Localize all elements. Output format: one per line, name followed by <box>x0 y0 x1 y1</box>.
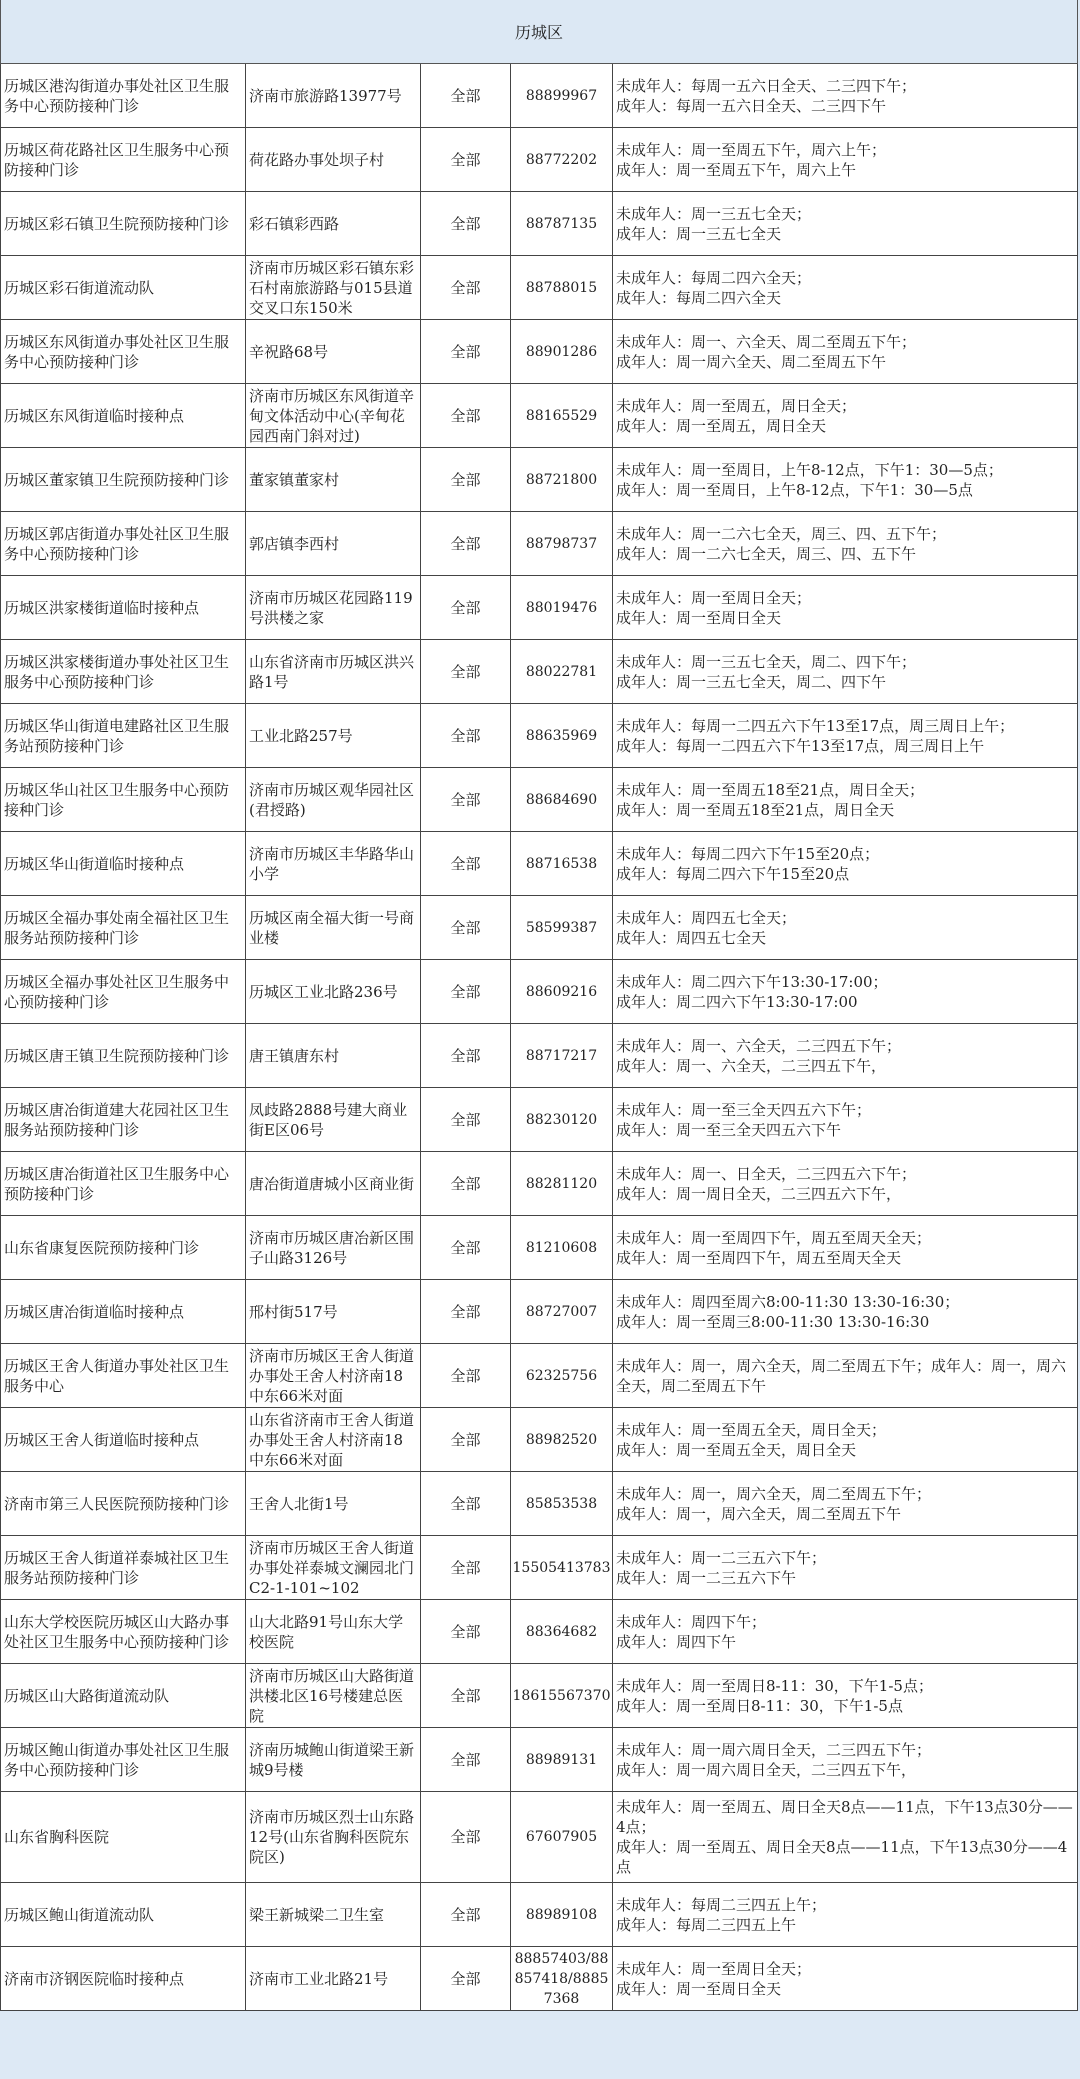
schedule-adult: 成年人：每周一五六日全天、二三四下午 <box>616 96 887 115</box>
phone-cell: 88787135 <box>511 192 613 256</box>
schedule-adult: 成年人：周二四六下午13:30-17:00 <box>616 992 858 1011</box>
vaccine-scope-cell: 全部 <box>421 576 511 640</box>
schedule-adult: 成年人：周一至周四下午，周五至周天全天 <box>616 1248 902 1267</box>
site-name-cell: 历城区山大路街道流动队 <box>1 1664 246 1728</box>
table-row <box>1 128 1078 192</box>
table-row <box>1 1280 1078 1344</box>
schedule-cell <box>613 832 1078 896</box>
schedule-adult: 成年人：周一周六全天、周二至周五下午 <box>616 352 887 371</box>
schedule-minor: 未成年人：周一至周日，上午8-12点，下午1：30—5点； <box>616 460 1003 479</box>
schedule-cell <box>613 896 1078 960</box>
vaccine-scope-cell: 全部 <box>421 1536 511 1600</box>
phone-cell: 88230120 <box>511 1088 613 1152</box>
schedule-cell <box>613 704 1078 768</box>
schedule-minor: 未成年人：周一至周日全天； <box>616 588 812 607</box>
schedule-adult: 成年人：周一至周五全天，周日全天 <box>616 1440 857 1459</box>
phone-cell: 88364682 <box>511 1600 613 1664</box>
address-cell: 邢村街517号 <box>246 1280 421 1344</box>
schedule-minor: 未成年人：周一至周五全天，周日全天； <box>616 1420 887 1439</box>
schedule-minor: 未成年人：周一至周日8-11：30，下午1-5点； <box>616 1676 933 1695</box>
schedule-minor: 未成年人：周一周六周日全天，二三四五下午； <box>616 1740 932 1759</box>
vaccine-scope-cell: 全部 <box>421 1883 511 1947</box>
address-cell: 济南市历城区王舍人街道办事处王舍人村济南18中东66米对面 <box>246 1344 421 1408</box>
schedule-adult: 成年人：每周一二四五六下午13至17点，周三周日上午 <box>616 736 985 755</box>
address-cell: 济南市旅游路13977号 <box>246 64 421 128</box>
site-name-cell: 济南市济钢医院临时接种点 <box>1 1947 246 2011</box>
vaccine-scope-cell: 全部 <box>421 1792 511 1883</box>
table-row <box>1 960 1078 1024</box>
schedule-adult: 成年人：周一三五七全天 <box>616 224 782 243</box>
phone-cell: 88019476 <box>511 576 613 640</box>
vaccine-scope-cell: 全部 <box>421 1664 511 1728</box>
schedule-minor: 未成年人：周一至三全天四五六下午； <box>616 1100 872 1119</box>
schedule-minor: 未成年人：周四至周六8:00-11:30 13:30-16:30； <box>616 1292 960 1311</box>
vaccine-scope-cell: 全部 <box>421 1947 511 2011</box>
vaccine-scope-cell: 全部 <box>421 448 511 512</box>
address-cell: 郭店镇李西村 <box>246 512 421 576</box>
schedule-cell <box>613 1536 1078 1600</box>
address-cell: 梁王新城梁二卫生室 <box>246 1883 421 1947</box>
phone-cell: 88901286 <box>511 320 613 384</box>
vaccine-scope-cell: 全部 <box>421 1088 511 1152</box>
table-row <box>1 832 1078 896</box>
schedule-cell <box>613 768 1078 832</box>
phone-cell: 67607905 <box>511 1792 613 1883</box>
address-cell: 荷花路办事处坝子村 <box>246 128 421 192</box>
schedule-cell <box>613 1088 1078 1152</box>
schedule-cell <box>613 128 1078 192</box>
schedule-adult: 成年人：周一二六七全天，周三、四、五下午 <box>616 544 917 563</box>
site-name-cell: 历城区王舍人街道办事处社区卫生服务中心 <box>1 1344 246 1408</box>
vaccine-scope-cell: 全部 <box>421 1152 511 1216</box>
address-cell: 济南市历城区观华园社区(君授路) <box>246 768 421 832</box>
schedule-minor: 未成年人：周一，周六全天，周二至周五下午；成年人：周一，周六全天，周二至周五下午 <box>616 1356 1067 1395</box>
vaccine-scope-cell: 全部 <box>421 1600 511 1664</box>
schedule-cell <box>613 512 1078 576</box>
schedule-adult: 成年人：周一、六全天，二三四五下午， <box>616 1056 887 1075</box>
vaccine-scope-cell: 全部 <box>421 1472 511 1536</box>
schedule-adult: 成年人：周一至周五、周日全天8点——11点，下午13点30分——4点 <box>616 1838 1068 1876</box>
schedule-cell <box>613 960 1078 1024</box>
site-name-cell: 历城区东风街道临时接种点 <box>1 384 246 448</box>
site-name-cell: 历城区唐冶街道临时接种点 <box>1 1280 246 1344</box>
table-row <box>1 640 1078 704</box>
schedule-adult: 成年人：周一三五七全天，周二、四下午 <box>616 672 887 691</box>
schedule-cell <box>613 1472 1078 1536</box>
schedule-minor: 未成年人：周一三五七全天，周二、四下午； <box>616 652 917 671</box>
phone-cell: 88982520 <box>511 1408 613 1472</box>
phone-cell: 88989108 <box>511 1883 613 1947</box>
site-name-cell: 历城区全福办事处社区卫生服务中心预防接种门诊 <box>1 960 246 1024</box>
site-name-cell: 历城区全福办事处南全福社区卫生服务站预防接种门诊 <box>1 896 246 960</box>
address-cell: 山东省济南市王舍人街道办事处王舍人村济南18中东66米对面 <box>246 1408 421 1472</box>
schedule-minor: 未成年人：周一至周日全天； <box>616 1959 812 1978</box>
schedule-minor: 未成年人：每周一二四五六下午13至17点，周三周日上午； <box>616 716 1015 735</box>
site-name-cell: 历城区唐冶街道建大花园社区卫生服务站预防接种门诊 <box>1 1088 246 1152</box>
schedule-adult: 成年人：周一至周五下午，周六上午 <box>616 160 857 179</box>
schedule-minor: 未成年人：周四下午； <box>616 1612 767 1631</box>
vaccine-scope-cell: 全部 <box>421 384 511 448</box>
schedule-cell <box>613 1408 1078 1472</box>
schedule-cell <box>613 1344 1078 1408</box>
site-name-cell: 历城区华山街道电建路社区卫生服务站预防接种门诊 <box>1 704 246 768</box>
vaccine-scope-cell: 全部 <box>421 128 511 192</box>
schedule-minor: 未成年人：周一、日全天，二三四五六下午； <box>616 1164 917 1183</box>
schedule-adult: 成年人：周一周日全天，二三四五六下午， <box>616 1184 902 1203</box>
schedule-minor: 未成年人：周一至周五，周日全天； <box>616 396 857 415</box>
vaccine-scope-cell: 全部 <box>421 192 511 256</box>
site-name-cell: 历城区东风街道办事处社区卫生服务中心预防接种门诊 <box>1 320 246 384</box>
table-row <box>1 1024 1078 1088</box>
schedule-minor: 未成年人：周一、六全天、周二至周五下午； <box>616 332 917 351</box>
site-name-cell: 历城区华山街道临时接种点 <box>1 832 246 896</box>
address-cell: 济南市工业北路21号 <box>246 1947 421 2011</box>
address-cell: 济南市历城区东风街道辛甸文体活动中心(辛甸花园西南门斜对过) <box>246 384 421 448</box>
address-cell: 彩石镇彩西路 <box>246 192 421 256</box>
schedule-minor: 未成年人：周二四六下午13:30-17:00； <box>616 972 888 991</box>
site-name-cell: 历城区王舍人街道临时接种点 <box>1 1408 246 1472</box>
vaccine-scope-cell: 全部 <box>421 1408 511 1472</box>
schedule-minor: 未成年人：每周二三四五上午； <box>616 1895 827 1914</box>
site-name-cell: 历城区唐王镇卫生院预防接种门诊 <box>1 1024 246 1088</box>
vaccine-scope-cell: 全部 <box>421 832 511 896</box>
address-cell: 济南市历城区王舍人街道办事处祥泰城文澜园北门C2-1-101~102 <box>246 1536 421 1600</box>
schedule-minor: 未成年人：周一至周五18至21点，周日全天； <box>616 780 925 799</box>
address-cell: 历城区工业北路236号 <box>246 960 421 1024</box>
site-name-cell: 历城区郭店街道办事处社区卫生服务中心预防接种门诊 <box>1 512 246 576</box>
schedule-minor: 未成年人：周一，周六全天，周二至周五下午； <box>616 1484 932 1503</box>
schedule-cell <box>613 1792 1078 1883</box>
schedule-adult: 成年人：周一至周日，上午8-12点，下午1：30—5点 <box>616 480 973 499</box>
address-cell: 济南市历城区山大路街道洪楼北区16号楼建总医院 <box>246 1664 421 1728</box>
vaccine-scope-cell: 全部 <box>421 896 511 960</box>
vaccine-scope-cell: 全部 <box>421 320 511 384</box>
address-cell: 济南市历城区唐冶新区围子山路3126号 <box>246 1216 421 1280</box>
schedule-cell <box>613 1664 1078 1728</box>
table-row <box>1 320 1078 384</box>
schedule-adult: 成年人：周四五七全天 <box>616 928 767 947</box>
table-row <box>1 1216 1078 1280</box>
vaccine-scope-cell: 全部 <box>421 1216 511 1280</box>
phone-cell: 88798737 <box>511 512 613 576</box>
vaccine-scope-cell: 全部 <box>421 1280 511 1344</box>
phone-cell: 81210608 <box>511 1216 613 1280</box>
schedule-cell <box>613 1883 1078 1947</box>
address-cell: 山东省济南市历城区洪兴路1号 <box>246 640 421 704</box>
schedule-adult: 成年人：周一周六周日全天，二三四五下午， <box>616 1760 917 1779</box>
table-row <box>1 384 1078 448</box>
schedule-minor: 未成年人：周一二三五六下午； <box>616 1548 827 1567</box>
district-header: 历城区 <box>1 0 1078 64</box>
schedule-cell <box>613 64 1078 128</box>
phone-cell: 88989131 <box>511 1728 613 1792</box>
vaccine-scope-cell: 全部 <box>421 1344 511 1408</box>
schedule-cell <box>613 576 1078 640</box>
phone-cell: 88857403/88857418/88857368 <box>511 1947 613 2011</box>
schedule-minor: 未成年人：周一三五七全天； <box>616 204 812 223</box>
site-name-cell: 历城区唐冶街道社区卫生服务中心预防接种门诊 <box>1 1152 246 1216</box>
table-row <box>1 256 1078 320</box>
schedule-adult: 成年人：周一至周五，周日全天 <box>616 416 827 435</box>
phone-cell: 88609216 <box>511 960 613 1024</box>
schedule-adult: 成年人：周一至三全天四五六下午 <box>616 1120 842 1139</box>
table-row <box>1 1883 1078 1947</box>
table-row <box>1 1947 1078 2011</box>
schedule-minor: 未成年人：每周一五六日全天、二三四下午； <box>616 76 917 95</box>
schedule-minor: 未成年人：周一至周五、周日全天8点——11点，下午13点30分——4点； <box>616 1798 1073 1836</box>
site-name-cell: 历城区董家镇卫生院预防接种门诊 <box>1 448 246 512</box>
table-row <box>1 896 1078 960</box>
table-body <box>1 64 1078 2011</box>
site-name-cell: 山东大学校医院历城区山大路办事处社区卫生服务中心预防接种门诊 <box>1 1600 246 1664</box>
schedule-adult: 成年人：每周二四六全天 <box>616 288 782 307</box>
phone-cell: 88684690 <box>511 768 613 832</box>
schedule-cell <box>613 320 1078 384</box>
table-row <box>1 1344 1078 1408</box>
schedule-cell <box>613 192 1078 256</box>
table-row <box>1 192 1078 256</box>
schedule-minor: 未成年人：每周二四六全天； <box>616 268 812 287</box>
schedule-cell <box>613 1216 1078 1280</box>
schedule-adult: 成年人：每周二四六下午15至20点 <box>616 864 850 883</box>
table-row <box>1 448 1078 512</box>
address-cell: 王舍人北街1号 <box>246 1472 421 1536</box>
site-name-cell: 山东省胸科医院 <box>1 1792 246 1883</box>
site-name-cell: 历城区彩石街道流动队 <box>1 256 246 320</box>
table-row <box>1 704 1078 768</box>
address-cell: 济南市历城区丰华路华山小学 <box>246 832 421 896</box>
schedule-minor: 未成年人：每周二四六下午15至20点； <box>616 844 880 863</box>
phone-cell: 88716538 <box>511 832 613 896</box>
table-row <box>1 768 1078 832</box>
address-cell: 历城区南全福大街一号商业楼 <box>246 896 421 960</box>
site-name-cell: 历城区王舍人街道祥泰城社区卫生服务站预防接种门诊 <box>1 1536 246 1600</box>
schedule-adult: 成年人：周一至周日全天 <box>616 608 782 627</box>
phone-cell: 85853538 <box>511 1472 613 1536</box>
address-cell: 济南市历城区烈士山东路12号(山东省胸科医院东院区) <box>246 1792 421 1883</box>
table-row <box>1 1088 1078 1152</box>
phone-cell: 15505413783 <box>511 1536 613 1600</box>
table-row <box>1 1472 1078 1536</box>
phone-cell: 88022781 <box>511 640 613 704</box>
schedule-cell <box>613 384 1078 448</box>
schedule-cell <box>613 1600 1078 1664</box>
table-row <box>1 1600 1078 1664</box>
address-cell: 董家镇董家村 <box>246 448 421 512</box>
schedule-cell <box>613 256 1078 320</box>
site-name-cell: 济南市第三人民医院预防接种门诊 <box>1 1472 246 1536</box>
schedule-cell <box>613 640 1078 704</box>
address-cell: 济南历城鲍山街道梁王新城9号楼 <box>246 1728 421 1792</box>
phone-cell: 88772202 <box>511 128 613 192</box>
address-cell: 济南市历城区花园路119号洪楼之家 <box>246 576 421 640</box>
schedule-cell <box>613 1728 1078 1792</box>
phone-cell: 88717217 <box>511 1024 613 1088</box>
schedule-cell <box>613 1024 1078 1088</box>
schedule-adult: 成年人：周一至周三8:00-11:30 13:30-16:30 <box>616 1312 930 1331</box>
phone-cell: 18615567370 <box>511 1664 613 1728</box>
site-name-cell: 历城区华山社区卫生服务中心预防接种门诊 <box>1 768 246 832</box>
address-cell: 唐王镇唐东村 <box>246 1024 421 1088</box>
table-row <box>1 1536 1078 1600</box>
schedule-minor: 未成年人：周一二六七全天，周三、四、五下午； <box>616 524 947 543</box>
site-name-cell: 历城区洪家楼街道办事处社区卫生服务中心预防接种门诊 <box>1 640 246 704</box>
vaccine-scope-cell: 全部 <box>421 256 511 320</box>
phone-cell: 88727007 <box>511 1280 613 1344</box>
schedule-cell <box>613 448 1078 512</box>
site-name-cell: 历城区港沟街道办事处社区卫生服务中心预防接种门诊 <box>1 64 246 128</box>
table-row <box>1 1728 1078 1792</box>
schedule-minor: 未成年人：周一至周四下午，周五至周天全天； <box>616 1228 932 1247</box>
site-name-cell: 历城区鲍山街道流动队 <box>1 1883 246 1947</box>
site-name-cell: 历城区彩石镇卫生院预防接种门诊 <box>1 192 246 256</box>
address-cell: 济南市历城区彩石镇东彩石村南旅游路与015县道交叉口东150米 <box>246 256 421 320</box>
site-name-cell: 山东省康复医院预防接种门诊 <box>1 1216 246 1280</box>
vaccine-scope-cell: 全部 <box>421 1024 511 1088</box>
phone-cell: 62325756 <box>511 1344 613 1408</box>
phone-cell: 88165529 <box>511 384 613 448</box>
table-row <box>1 64 1078 128</box>
schedule-adult: 成年人：周一二三五六下午 <box>616 1568 797 1587</box>
schedule-minor: 未成年人：周一、六全天，二三四五下午； <box>616 1036 902 1055</box>
address-cell: 凤歧路2888号建大商业街E区06号 <box>246 1088 421 1152</box>
vaccine-scope-cell: 全部 <box>421 960 511 1024</box>
phone-cell: 88635969 <box>511 704 613 768</box>
schedule-adult: 成年人：周一至周五18至21点，周日全天 <box>616 800 895 819</box>
vaccine-scope-cell: 全部 <box>421 768 511 832</box>
phone-cell: 88788015 <box>511 256 613 320</box>
phone-cell: 88721800 <box>511 448 613 512</box>
table-row <box>1 512 1078 576</box>
vaccine-scope-cell: 全部 <box>421 704 511 768</box>
vaccine-scope-cell: 全部 <box>421 1728 511 1792</box>
vaccine-scope-cell: 全部 <box>421 512 511 576</box>
phone-cell: 88899967 <box>511 64 613 128</box>
schedule-minor: 未成年人：周一至周五下午，周六上午； <box>616 140 887 159</box>
vaccine-scope-cell: 全部 <box>421 640 511 704</box>
table-row <box>1 576 1078 640</box>
table-row <box>1 1152 1078 1216</box>
schedule-adult: 成年人：每周二三四五上午 <box>616 1915 797 1934</box>
site-name-cell: 历城区洪家楼街道临时接种点 <box>1 576 246 640</box>
table-row <box>1 1664 1078 1728</box>
address-cell: 工业北路257号 <box>246 704 421 768</box>
address-cell: 辛祝路68号 <box>246 320 421 384</box>
phone-cell: 58599387 <box>511 896 613 960</box>
address-cell: 山大北路91号山东大学校医院 <box>246 1600 421 1664</box>
table-row <box>1 1792 1078 1883</box>
address-cell: 唐冶街道唐城小区商业街 <box>246 1152 421 1216</box>
schedule-minor: 未成年人：周四五七全天； <box>616 908 797 927</box>
site-name-cell: 历城区鲍山街道办事处社区卫生服务中心预防接种门诊 <box>1 1728 246 1792</box>
vaccine-scope-cell: 全部 <box>421 64 511 128</box>
schedule-cell <box>613 1152 1078 1216</box>
site-name-cell: 历城区荷花路社区卫生服务中心预防接种门诊 <box>1 128 246 192</box>
table-row <box>1 1408 1078 1472</box>
phone-cell: 88281120 <box>511 1152 613 1216</box>
schedule-adult: 成年人：周一至周日全天 <box>616 1979 782 1998</box>
schedule-adult: 成年人：周一至周日8-11：30，下午1-5点 <box>616 1696 903 1715</box>
schedule-cell <box>613 1947 1078 2011</box>
schedule-cell <box>613 1280 1078 1344</box>
schedule-adult: 成年人：周一，周六全天，周二至周五下午 <box>616 1504 902 1523</box>
schedule-adult: 成年人：周四下午 <box>616 1632 737 1651</box>
